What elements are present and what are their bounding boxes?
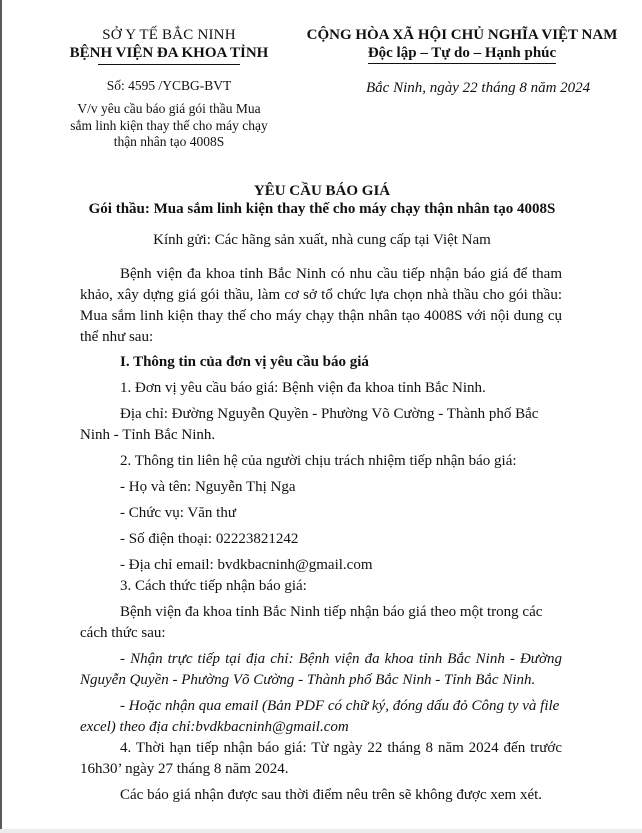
- document-title: YÊU CẦU BÁO GIÁ: [253, 183, 391, 199]
- contact-position: - Chức vụ: Văn thư: [120, 505, 236, 521]
- document-subject: V/v yêu cầu báo giá gói thầu Mua sắm linh kiện thay thế cho máy chạy thận nhân tạo 4008S: [70, 101, 268, 149]
- receiving-method-heading: 3. Cách thức tiếp nhận báo giá:: [120, 578, 307, 594]
- national-motto: Độc lập – Tự do – Hạnh phúc: [368, 44, 556, 64]
- method-direct: - Nhận trực tiếp tại địa chỉ: Bệnh viện đa khoa tỉnh Bắc Ninh - Đường Nguyễn Quyền - Phường Võ Cường - Thành phố Bắc Ninh - Tỉnh Bắc Ninh.: [80, 651, 562, 688]
- intro-paragraph: Bệnh viện đa khoa tỉnh Bắc Ninh có nhu cầu tiếp nhận báo giá để tham khảo, xây dựng giá gói thầu, làm cơ sở tổ chức lựa chọn nhà thầu cho gói thầu: Mua sắm linh kiện thay thế cho máy chạy thận nhân tạo 4008S với nội dung cụ thể như sau:: [80, 266, 562, 345]
- contact-email: - Địa chỉ email: bvdkbacninh@gmail.com: [120, 557, 373, 573]
- document-number: Số: 4595 /YCBG-BVT: [106, 78, 232, 93]
- title-block: [62, 182, 582, 249]
- organization-name: BỆNH VIỆN ĐA KHOA TỈNH: [69, 45, 269, 61]
- issuing-organization-block: [68, 26, 270, 151]
- salutation: Kính gửi: Các hãng sản xuất, nhà cung cấp tại Việt Nam: [153, 232, 491, 248]
- closing-note: Các báo giá nhận được sau thời điểm nêu trên sẽ không được xem xét.: [120, 787, 543, 803]
- contact-phone: - Số điện thoại: 02223821242: [120, 531, 299, 547]
- header-left-rule: [98, 64, 240, 65]
- place-and-date: Bắc Ninh, ngày 22 tháng 8 năm 2024: [366, 80, 591, 96]
- parent-organization: SỞ Y TẾ BẮC NINH: [102, 27, 236, 43]
- method-email: - Hoặc nhận qua email (Bản PDF có chữ ký, đóng dấu đỏ Công ty và file excel) theo địa chỉ:bvdkbacninh@gmail.com: [80, 698, 560, 735]
- deadline: 4. Thời hạn tiếp nhận báo giá: Từ ngày 22 tháng 8 năm 2024 đến trước 16h30’ ngày 27 tháng 8 năm 2024.: [80, 740, 562, 777]
- national-header-block: [282, 26, 642, 64]
- document-page: [2, 0, 642, 829]
- unit-address: Địa chỉ: Đường Nguyễn Quyền - Phường Võ Cường - Thành phố Bắc Ninh - Tỉnh Bắc Ninh.: [80, 406, 539, 443]
- viewer-bottom-bar: [0, 829, 642, 833]
- requesting-unit: 1. Đơn vị yêu cầu báo giá: Bệnh viện đa khoa tỉnh Bắc Ninh.: [120, 380, 486, 396]
- contact-name: - Họ và tên: Nguyễn Thị Nga: [120, 479, 296, 495]
- contact-info-heading: 2. Thông tin liên hệ của người chịu trách nhiệm tiếp nhận báo giá:: [120, 453, 517, 469]
- nation-title: CỘNG HÒA XÃ HỘI CHỦ NGHĨA VIỆT NAM: [306, 27, 618, 43]
- package-title: Gói thầu: Mua sắm linh kiện thay thế cho máy chạy thận nhân tạo 4008S: [88, 201, 556, 217]
- receiving-methods-intro: Bệnh viện đa khoa tỉnh Bắc Ninh tiếp nhận báo giá theo một trong các cách thức sau:: [80, 604, 543, 641]
- document-body: [80, 264, 562, 806]
- section-heading: I. Thông tin của đơn vị yêu cầu báo giá: [120, 354, 369, 370]
